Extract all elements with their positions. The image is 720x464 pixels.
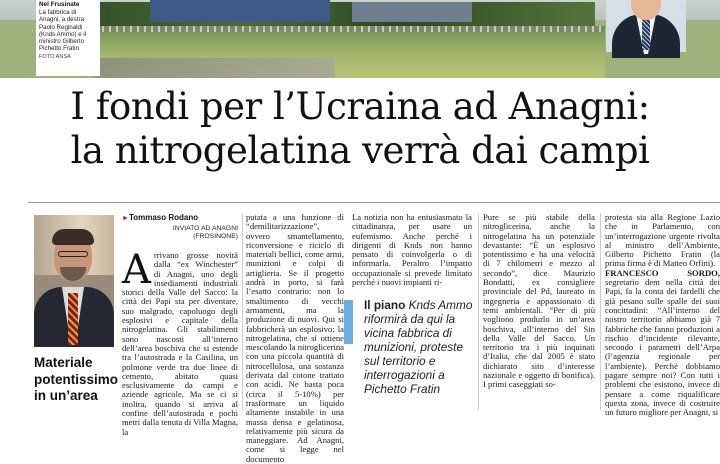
column-2-text: putata a una funzione di “demilitarizzazione”, ovvero smantellamento, riconversione e riciclo di materiali bellici, come armi, munizioni e colpi di artiglieria. Se il progetto andrà in porto, si farà l’esatto contrario: non lo smaltimento di vecchi armamenti, ma la produzione di nuovi. Qui si fabbricherà un esplosivo: la nitrogelatina, che si ottiene mescolando la nitroglicerina con una piccola quantità di nitrocellulosa, una sostanza derivata dal cotone trattato con acidi. Ne basta poca (circa il 5-10%) per trasformare un liquido altamente instabile in una massa densa e gelatinosa, relativamente più sicura da maneggiare. Ad Anagni, come si legge nel documento xyxy=(246,212,344,464)
byline-place-line-2: (FROSINONE) xyxy=(193,233,238,240)
byline-place-line-1: INVIATO AD ANAGNI xyxy=(172,225,238,232)
divider xyxy=(28,202,720,203)
drop-cap: A xyxy=(122,247,151,293)
headline-line-2: la nitrogelatina verrà dai campi xyxy=(70,129,650,172)
column-4-text: Pure se più stabile della nitroglicerina, anche la nitrogelatina ha un potenziale devastante: “È un esplosivo potentissimo e ha una velocità di 7 chilometri e mezzo al secondo”, dice Maurizio Bondatti, ex consigliere provinciale del Pd, laureato in ingegneria e appassionato di temi ambientali. “Per di più vogliono produrlo in un’area boschiva, all’interno del Sin della Valle del Sacco. Un territorio tra i più inquinati d’Italia, che dal 2005 è stato dichiarato sito d’interesse nazionale e oggetto di bonifica). I primi caseggiati so- xyxy=(483,212,595,390)
column-1-text: rrivano grosse novità dalla “ex Winchester” di Anagni, uno degli insediamenti industriali storici della Valle del Sacco: la città dei Papi sta per diventare, suo malgrado, capoluogo degli esplosivi e capitale della nitrogelatina. Gli stabilimenti sono nascosti all’interno dell’area boschiva che si estende tra l’autostrada e la Casilina, un polmone verde tra due linee di cemento, abitato quasi esclusivamente da campi e aziende agricole. Ma se ci si inoltra, quando si arriva al confine dell’autostrada e pochi metri dalla tenuta di Villa Magna, la xyxy=(122,250,238,437)
column-3-text: La notizia non ha entusiasmato la cittadinanza, per usare un eufemismo. Anche perché i dirigenti di Knds non hanno pensato di coinvolgerla o di informarla. Peraltro l’impatto occupazionale si prevede limitato perché i nuovi impianti ri- xyxy=(352,212,472,288)
caption-text: La fabbrica di Anagni, a destra Paolo Reginaldi (Knds Ammo) e il ministro Gilberto Pichetto Fratin xyxy=(39,9,87,53)
headline xyxy=(0,85,720,173)
side-heading-line-3: in un’area xyxy=(34,388,98,403)
photo-road xyxy=(95,58,335,78)
column-rule xyxy=(600,213,601,410)
byline-place xyxy=(122,225,238,241)
byline xyxy=(122,213,238,241)
photo-caption xyxy=(36,0,100,76)
article-column-4 xyxy=(483,213,595,410)
photo-building-2 xyxy=(352,2,472,22)
photo-building xyxy=(150,0,330,22)
pull-quote-bar xyxy=(344,300,353,344)
author-name-row xyxy=(122,213,238,222)
side-heading-line-1: Materiale xyxy=(34,355,93,370)
minister-portrait xyxy=(606,0,686,52)
column-5-body: segretario dem nella città dei Papi, fa la conta dei fardelli che già pesano sulle spalle dei suoi concittadini: “All’interno del nostro territorio abbiamo già 7 fabbriche che fanno produzioni a rischio d’incidente rilevante, secondo i parametri dell’Arpa (l’agenzia regionale per l’ambiente). Perché dobbiamo pagare sempre noi? Con tutti i problemi che esistono, invece di pensare a come riqualificare questa zona, invece di costruire un futuro migliore per Anagni, si xyxy=(605,277,720,418)
author-name: Tommaso Rodano xyxy=(128,213,199,222)
article-column-3 xyxy=(352,213,472,295)
pull-quote-body: Knds Ammo riformirà da qui la vicina fabbrica di munizioni, proteste sul territorio e interrogazioni a Pichetto Fratin xyxy=(364,298,473,396)
article-column-2 xyxy=(246,212,344,464)
author-photo xyxy=(34,215,114,345)
side-heading-line-2: potentissimo xyxy=(34,371,119,387)
article-column-1 xyxy=(122,247,238,437)
column-rule xyxy=(478,213,479,410)
pull-quote-lead: Il piano xyxy=(364,298,406,312)
column-5-name: FRANCESCO SORDO, xyxy=(605,267,720,278)
article-column-5 xyxy=(605,212,720,418)
triangle-icon: ► xyxy=(122,215,129,222)
caption-title: Nel Frusinate xyxy=(39,1,80,8)
column-5-part-1: protesta sia alla Regione Lazio che in Parlamento, con un’interrogazione urgente rivolta al ministro dell’Ambiente, Gilberto Pichetto Fratin (la prima firma è di Matteo Orfini). xyxy=(605,212,720,269)
pull-quote xyxy=(344,298,476,410)
pull-quote-text xyxy=(364,298,476,396)
headline-line-1: I fondi per l’Ucraina ad Anagni: xyxy=(70,85,650,128)
caption-credit: FOTO ANSA xyxy=(39,53,71,60)
column-5-part-2 xyxy=(605,269,720,418)
column-rule xyxy=(242,213,243,410)
side-heading xyxy=(34,355,120,405)
